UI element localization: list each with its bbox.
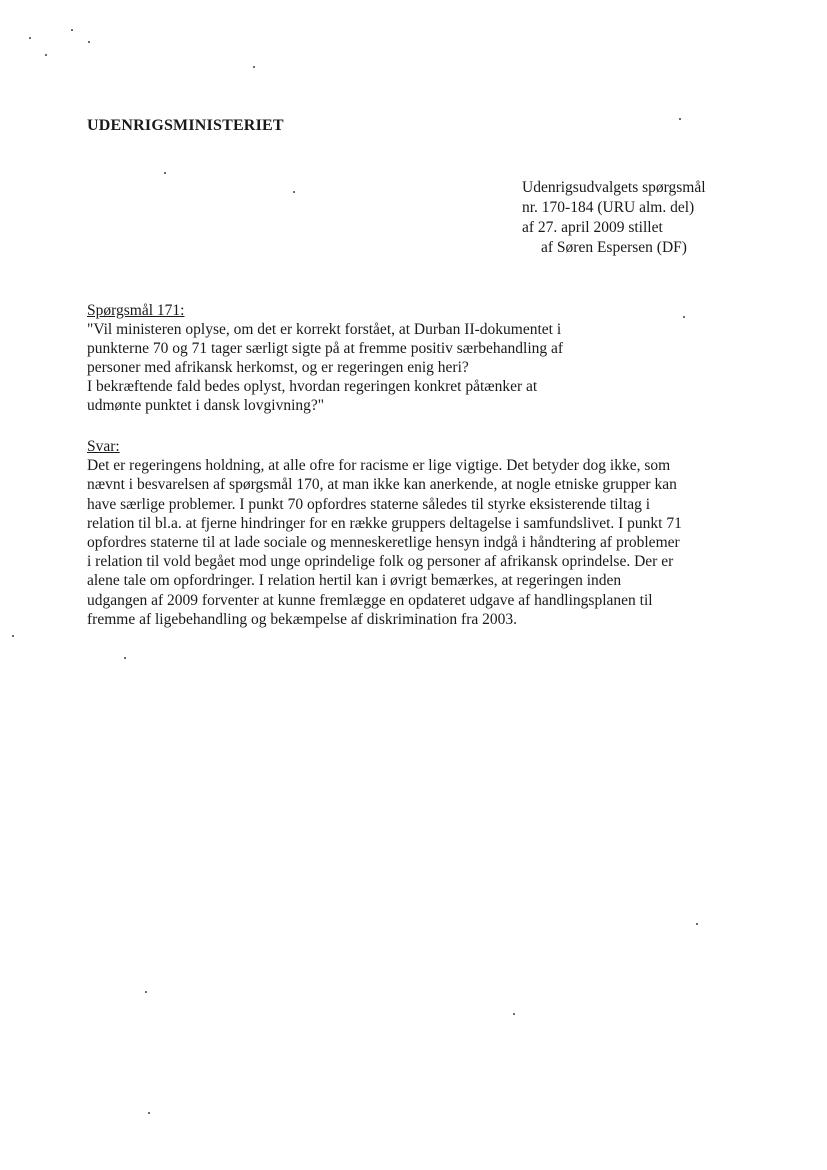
answer-line: fremme af ligebehandling og bekæmpelse af diskrimination fra 2003. (87, 610, 518, 628)
answer-line: nævnt i besvarelsen af spørgsmål 170, at man ikke kan anerkende, at nogle etniske grupper kan (87, 476, 677, 494)
question-line: punkterne 70 og 71 tager særligt sigte på at fremme positiv særbehandling af (87, 340, 564, 357)
scan-speck (88, 41, 90, 43)
reference-line: Udenrigsudvalgets spørgsmål (522, 179, 706, 196)
scan-speck (293, 191, 295, 193)
scan-speck (253, 66, 255, 68)
reference-line: af Søren Espersen (DF) (541, 239, 687, 256)
answer-line: alene tale om opfordringer. I relation hertil kan i øvrigt bemærkes, at regeringen inden (87, 572, 622, 590)
answer-line: i relation til vold begået mod unge oprindelige folk og personer af afrikansk oprindelse. Der er (87, 553, 674, 571)
scan-speck (45, 54, 47, 56)
question-section (87, 301, 767, 415)
scan-speck (683, 316, 685, 318)
scan-speck (148, 1112, 150, 1114)
question-line: udmønte punktet i dansk lovgivning?" (87, 397, 325, 414)
reference-line: nr. 170-184 (URU alm. del) (522, 199, 695, 216)
answer-line: have særlige problemer. I punkt 70 opfordres staterne således til styrke eksisterende tiltag i (87, 495, 651, 513)
scan-speck (679, 118, 681, 120)
answer-line: udgangen af 2009 forventer at kunne fremlægge en opdateret udgave af handlingsplanen til (87, 591, 653, 609)
question-heading: Spørgsmål 171: (87, 302, 185, 319)
reference-block (522, 178, 782, 258)
scan-speck (71, 29, 73, 31)
answer-heading: Svar: (87, 438, 120, 455)
reference-line: af 27. april 2009 stillet (522, 219, 663, 236)
scan-speck (513, 1013, 515, 1015)
scan-speck (145, 991, 147, 993)
scan-speck (164, 172, 166, 174)
scan-speck (29, 37, 31, 39)
answer-line: opfordres staterne til at lade sociale og menneskeretlige hensyn indgå i håndtering af problemer (87, 534, 680, 552)
letterhead: UDENRIGSMINISTERIET (87, 117, 284, 134)
scan-speck (124, 657, 126, 659)
scan-speck (12, 635, 14, 637)
question-line: "Vil ministeren oplyse, om det er korrekt forstået, at Durban II-dokumentet i (87, 321, 562, 338)
answer-section (87, 437, 767, 629)
scan-speck (696, 923, 698, 925)
question-line: I bekræftende fald bedes oplyst, hvordan regeringen konkret påtænker at (87, 378, 538, 395)
answer-line: Det er regeringens holdning, at alle ofre for racisme er lige vigtige. Det betyder dog ikke, som (87, 457, 671, 475)
question-line: personer med afrikansk herkomst, og er regeringen enig heri? (87, 359, 469, 376)
answer-line: relation til bl.a. at fjerne hindringer for en række gruppers deltagelse i samfundslivet. I punkt 71 (87, 514, 682, 532)
